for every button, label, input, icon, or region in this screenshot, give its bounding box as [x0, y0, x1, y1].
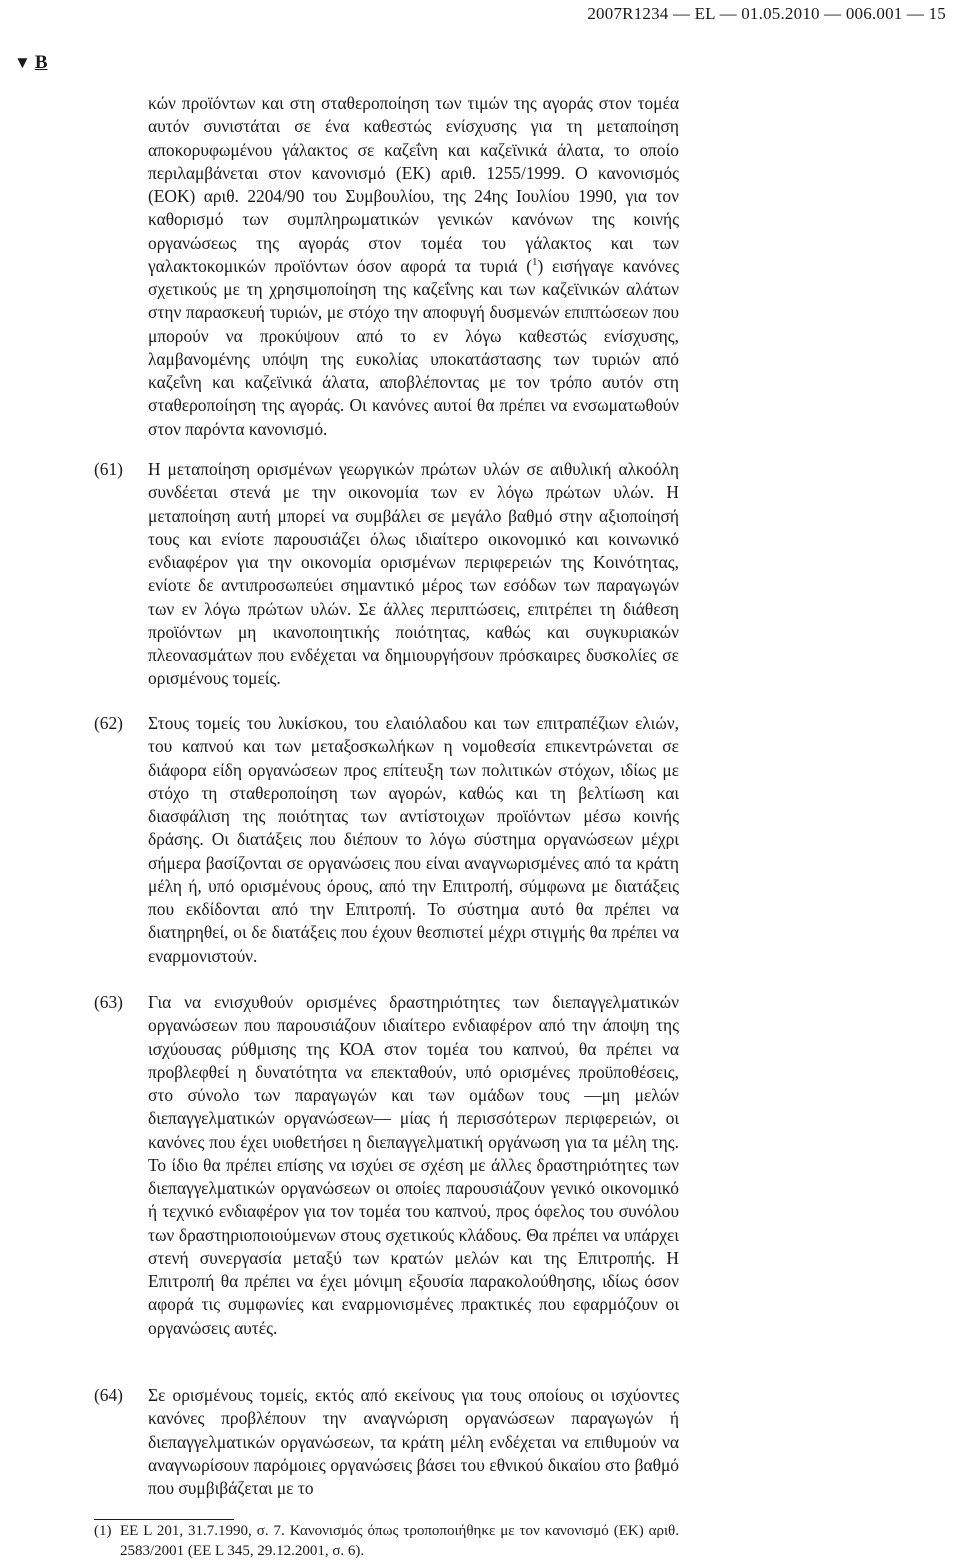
recital-continuation: κών προϊόντων και στη σταθεροποίηση των τιμών της αγοράς στον τομέα αυτόν συνιστάται σε ένα καθεστώς ενίσχυσης για τη μεταποίηση αποκορυφωμένου γάλακτος σε καζεΐνη και καζεϊνικά άλατα, το οποίο περιλαμβάνεται στον κανονισμό (ΕΚ) αριθ. 1255/1999. Ο κανονισμός (ΕΟΚ) αριθ. 2204/90 του Συμβουλίου, της 24ης Ιουλίου 1990, για τον καθορισμό των συμπληρωματικών γενικών κανόνων της κοινής οργανώσεως της αγοράς στον τομέα του γάλακτος και των γαλακτοκομικών προϊόντων όσον αφορά τα τυριά ($^1$) εισήγαγε κανόνες σχετικούς με τη χρησιμοποίηση της καζεΐνης και των καζεϊνικών αλάτων στην παρασκευή τυριών, με στόχο την αποφυγή δυσμενών επιπτώσεων που μπορούν να προκύψουν από το εν λόγω καθεστώς ενίσχυσης, λαμβανομένης υπόψη της ευκολίας υποκατάστασης των τυριών από καζεΐνη και καζεϊνικά άλατα, αποβλέποντας με τον τρόπο αυτόν στη σταθεροποίηση της αγοράς. Οι κανόνες αυτοί θα πρέπει να ενσωματωθούν στον παρόντα κανονισμό.: [148, 93, 680, 439]
recital-61: Η μεταποίηση ορισμένων γεωργικών πρώτων υλών σε αιθυλική αλκοόλη συνδέεται στενά με την οικονομία των εν λόγω πρώτων υλών. Η μεταποίηση αυτή μπορεί να συμβάλει σε μεγάλο βαθμό στην αξιοποίησή τους και ενίοτε παρουσιάζει όλως ιδιαίτερο οικονομικό και κοινωνικό ενδιαφέρον για την οικονομία ορισμένων περιφερειών της Κοινότητας, ενίοτε δε αντιπροσωπεύει σημαντικό μέρος των εσόδων των παραγωγών των εν λόγω πρώτων υλών. Σε άλλες περιπτώσεις, επιτρέπει τη διάθεση προϊόντων μη ικανοποιητικής ποιότητας, καθώς και συγκυριακών πλεονασμάτων που ενδέχεται να δημιουργήσουν πρόσκαιρες δυσκολίες σε ορισμένους τομείς.: [148, 459, 679, 689]
footnote-text: ΕΕ L 201, 31.7.1990, σ. 7. Κανονισμός όπως τροποποιήθηκε με τον κανονισμό (ΕΚ) αριθ. 2583/2001 (ΕΕ L 345, 29.12.2001, σ. 6).: [120, 1523, 679, 1559]
recital-number-62: (62): [94, 713, 123, 733]
recital-64: Σε ορισμένους τομείς, εκτός από εκείνους για τους οποίους οι ισχύοντες κανόνες προβλέπουν την αναγνώριση οργανώσεων παραγωγών ή διεπαγγελματικών οργανώσεων, τα κράτη μέλη ενδέχεται να επιθυμούν να αναγνωρίσουν παρόμοιες οργανώσεις βάσει του εθνικού δικαίου στο βαθμό που συμβιβάζεται με το: [148, 1385, 679, 1498]
version-marker: [14, 52, 48, 74]
recital-text-after: εισήγαγε κανόνες σχετικούς με τη χρησιμοποίηση της καζεΐνης και των καζεϊνικών αλάτων στην παρασκευή τυριών, με στόχο την αποφυγή δυσμενών επιπτώσεων που μπορούν να προκύψουν από το εν λόγω καθεστώς ενίσχυσης, λαμβανομένης υπόψη της ευκολίας υποκατάστασης των τυριών από καζεΐνη και καζεϊνικά άλατα, αποβλέποντας με τον τρόπο αυτόν στη σταθεροποίηση της αγοράς. Οι κανόνες αυτοί θα πρέπει να ενσωματωθούν στον παρόντα κανονισμό.: [148, 255, 680, 439]
triangle-down-icon: ▼: [14, 53, 31, 72]
footnote-number: (1): [94, 1523, 112, 1539]
recital-number-63: (63): [94, 992, 123, 1012]
recital-number-64: (64): [94, 1385, 123, 1405]
footnote-reference[interactable]: 1: [532, 255, 538, 268]
recital-62: Στους τομείς του λυκίσκου, του ελαιόλαδου και των επιτραπέζιων ελιών, του καπνού και των μεταξοσκωλήκων η νομοθεσία επικεντρώνεται σε διάφορα είδη οργανώσεων προς επίτευξη των πολιτικών στόχων, ιδίως με στόχο τη σταθεροποίηση των αγορών, καθώς και τη βελτίωση και διασφάλιση της ποιότητας των αντίστοιχων προϊόντων μέσω κοινής δράσης. Οι διατάξεις που διέπουν το λόγω σύστημα οργανώσεων μέχρι σήμερα βασίζονται σε οργανώσεις που είναι αναγνωρισμένες από τα κράτη μέλη ή, υπό ορισμένους όρους, από την Επιτροπή, σύμφωνα με διατάξεις που εκδίδονται από την Επιτροπή. Το σύστημα αυτό θα πρέπει να διατηρηθεί, οι δε διατάξεις που έχουν θεσπιστεί μέχρι στιγμής θα πρέπει να εναρμονιστούν.: [148, 713, 679, 966]
recital-63: Για να ενισχυθούν ορισμένες δραστηριότητες των διεπαγγελματικών οργανώσεων που παρουσιάζουν ιδιαίτερο ενδιαφέρον από την άποψη της ισχύουσας ρύθμισης της ΚΟΑ στον τομέα του καπνού, θα πρέπει να προβλεφθεί η δυνατότητα να επεκταθούν, υπό ορισμένες προϋποθέσεις, στο σύνολο των παραγωγών και των ομάδων τους —μη μελών διεπαγγελματικών οργανώσεων— μίας ή περισσότερων περιφερειών, οι κανόνες που έχει υιοθετήσει η διεπαγγελματική οργάνωση για τα μέλη της. Το ίδιο θα πρέπει επίσης να ισχύει σε σχέση με άλλες δραστηριότητες των διεπαγγελματικών οργανώσεων οι οποίες παρουσιάζουν γενικό οικονομικό ή τεχνικό ενδιαφέρον για τον τομέα του καπνού, προς όφελος του συνόλου των δραστηριοποιούμενων στους σχετικούς κλάδους. Θα πρέπει να υπάρχει στενή συνεργασία μεταξύ των κρατών μελών και της Επιτροπής. Η Επιτροπή θα πρέπει να έχει μόνιμη εξουσία παρακολούθησης, ιδίως όσον αφορά τις συμφωνίες και εναρμονισμένες πρακτικές που εφαρμόζουν οι οργανώσεις αυτές.: [148, 992, 679, 1338]
recital-number-61: (61): [94, 459, 123, 479]
footnote-separator: [94, 1519, 234, 1520]
recital-text: κών προϊόντων και στη σταθεροποίηση των τιμών της αγοράς στον τομέα αυτόν συνιστάται σε ένα καθεστώς ενίσχυσης για τη μεταποίηση αποκορυφωμένου γάλακτος σε καζεΐνη και καζεϊνικά άλατα, το οποίο περιλαμβάνεται στον κανονισμό (ΕΚ) αριθ. 1255/1999. Ο κανονισμός (ΕΟΚ) αριθ. 2204/90 του Συμβουλίου, της 24ης Ιουλίου 1990, για τον καθορισμό των συμπληρωματικών γενικών κανόνων της κοινής οργανώσεως της αγοράς στον τομέα του γάλακτος και των γαλακτοκομικών προϊόντων όσον αφορά τα τυριά: [148, 93, 679, 276]
running-header: 2007R1234 — EL — 01.05.2010 — 006.001 — 15: [587, 4, 946, 23]
version-letter: B: [34, 52, 48, 73]
